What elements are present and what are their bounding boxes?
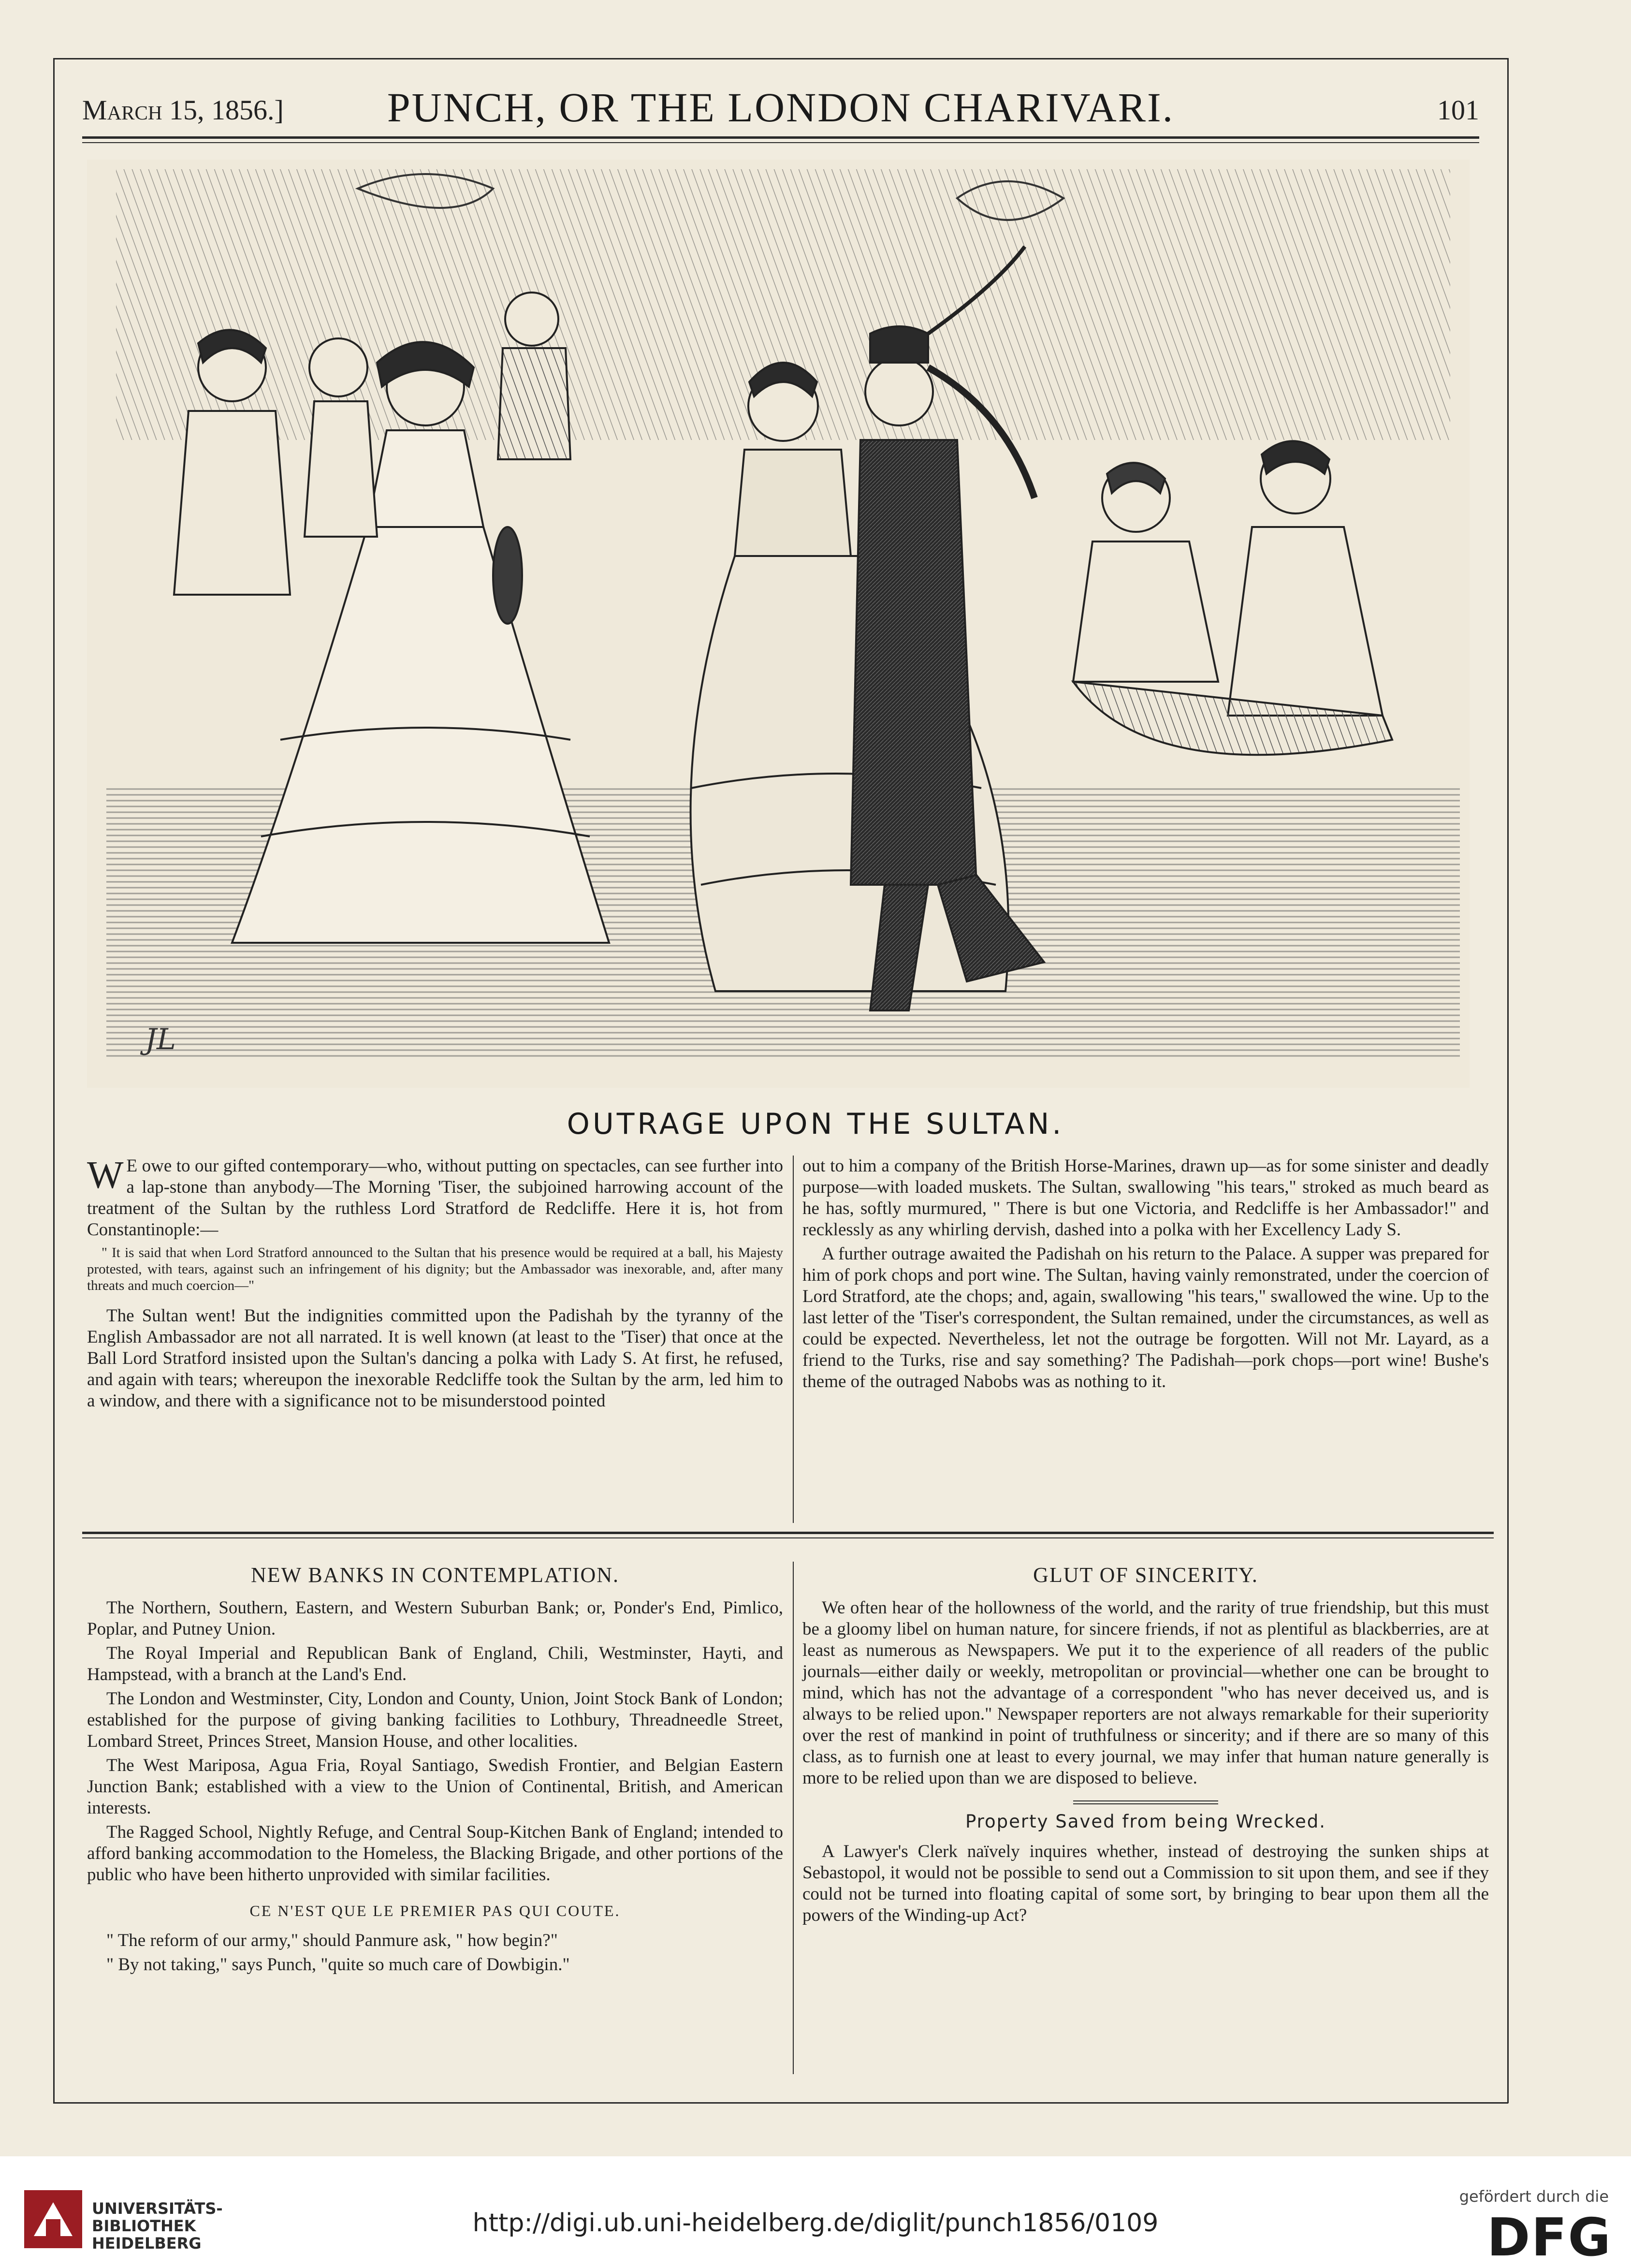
library-name: UNIVERSITÄTS- BIBLIOTHEK HEIDELBERG bbox=[92, 2199, 223, 2253]
sincerity-title: GLUT OF SINCERITY. bbox=[1033, 1563, 1258, 1587]
article-paragraph-1: W E owe to our gifted contemporary—who, without putting on spectacles, can see further into a lap-stone than anybody—The Morning 'Tiser, the subjoined harrowing account of the treatment of the Sultan by the ruthless Lord Stratford de Redcliffe. Here it is, hot from Constantinople:— bbox=[87, 1154, 783, 1240]
bottom-border-rule bbox=[53, 2102, 1508, 2104]
article-paragraph-3: out to him a company of the British Horse-Marines, drawn up—as for some sinister and deadly purpose—with loaded muskets. The Sultan, swallowing "his tears," stroked as much beard as he has, softly murmured, " There is but one Victoria, and Redcliffe is her Ambassador!" and recklessly as any whirling dervish, dashed into a polka with her Excellency Lady S. bbox=[802, 1156, 1489, 1240]
property-text: A Lawyer's Clerk naïvely inquires whether, instead of destroying the sunken ships at Sebastopol, it would not be possible to send out a Commission to sit upon them, and see if they could not be turned into floating capital of some sort, by bringing to bear upon them all the powers of the Winding-up Act? bbox=[802, 1842, 1489, 1925]
motto-line-2: " By not taking," says Punch, "quite so much care of Dowbigin." bbox=[106, 1955, 570, 1975]
article-left-column bbox=[87, 1156, 783, 1415]
banks-paragraph-1: The Northern, Southern, Eastern, and Western Suburban Bank; or, Ponder's End, Pimlico, Poplar, and Putney Union. bbox=[87, 1598, 783, 1639]
article-right-column bbox=[802, 1156, 1489, 1395]
small-divider-2 bbox=[1073, 1803, 1218, 1804]
header-rule-thin bbox=[82, 142, 1479, 143]
banks-paragraph-2: The Royal Imperial and Republican Bank of England, Chili, Westminster, Hayti, and Hampstead, with a branch at the Land's End. bbox=[87, 1643, 783, 1684]
banks-paragraph-4: The West Mariposa, Agua Fria, Royal Santiago, Swedish Frontier, and Belgian Eastern Junction Bank; established with a view to the Union of Continental, British, and American interests. bbox=[87, 1756, 783, 1818]
banks-title: NEW BANKS IN CONTEMPLATION. bbox=[250, 1563, 620, 1587]
banks-column bbox=[87, 1562, 783, 1978]
lower-column-divider bbox=[793, 1562, 794, 2074]
dfg-logo: DFG bbox=[1486, 2208, 1612, 2268]
article-column-divider bbox=[793, 1156, 794, 1523]
article-paragraph-2: The Sultan went! But the indignities committed upon the Padishah by the tyranny of the English Ambassador are not all narrated. It is well known (at least to the 'Tiser) that once at the Ball Lord Stratford insisted upon the Sultan's dancing a polka with Lady S. At first, he refused, and again with tears; whereupon the inexorable Redcliffe took the Sultan by the arm, led him to a window, and there with a significance not to be misunderstood pointed bbox=[87, 1306, 783, 1411]
masthead-title: PUNCH, OR THE LONDON CHARIVARI. bbox=[387, 84, 1175, 131]
top-border-rule bbox=[53, 58, 1508, 59]
page-header bbox=[82, 83, 1479, 136]
section-rule-thick bbox=[82, 1532, 1494, 1534]
cartoon-illustration bbox=[87, 160, 1470, 1088]
digitization-footer bbox=[0, 2156, 1631, 2267]
motto-line-1: " The reform of our army," should Panmure ask, " how begin?" bbox=[106, 1931, 558, 1950]
funded-by-label: gefördert durch die bbox=[1459, 2187, 1609, 2206]
artist-signature: JL bbox=[145, 1023, 176, 1056]
banks-paragraph-5: The Ragged School, Nightly Refuge, and Central Soup-Kitchen Bank of England; intended to afford banking accommodation to the Homeless, the Blacking Brigade, and other portions of the public who have been hitherto unprovided with similar facilities. bbox=[87, 1822, 783, 1885]
left-border-rule bbox=[53, 58, 55, 2103]
header-rule-thick bbox=[82, 136, 1479, 139]
source-url-link[interactable]: http://digi.ub.uni-heidelberg.de/diglit/punch1856/0109 bbox=[472, 2209, 1159, 2238]
drop-cap: W bbox=[87, 1154, 124, 1197]
small-divider bbox=[1073, 1800, 1218, 1801]
motto-title: CE N'EST QUE LE PREMIER PAS QUI COUTE. bbox=[249, 1902, 621, 1919]
article-paragraph-4: A further outrage awaited the Padishah on his return to the Palace. A supper was prepared for him of pork chops and port wine. The Sultan, having vainly remonstrated, under the coercion of Lord Stratford, ate the chops; and, again, swallowing "his tears," swallowed the wine. Up to the last letter of the 'Tiser's correspondent, the Sultan remained, under the circumstances, as well as could be expected. Nevertheless, let not the outrage be forgotten. Will not Mr. Layard, as a friend to the Turks, rise and say something? The Padishah—pork chops—port wine! Bushe's theme of the outraged Nabobs was as nothing to it. bbox=[802, 1244, 1489, 1391]
right-border-rule bbox=[1507, 58, 1509, 2103]
page-number: 101 bbox=[1437, 94, 1479, 126]
sincerity-text: We often hear of the hollowness of the world, and the rarity of true friendship, but this must be a gloomy libel on human nature, for sincere friends, if not as plentiful as blackberries, are at least as numerous as Newspapers. We put it to the experience of all readers of the public journals—either daily or weekly, metropolitan or provincial—whether one can be brought to mind, which has not the advantage of a correspondent "who has never deceived us, and is always to be relied upon." Newspaper reporters are not always remarkable for their superiority over the rest of mankind in point of truthfulness or sincerity; and if there are so many of this class, as to furnish one at least to every journal, we may infer that human nature generally is more to be relied upon than we are disposed to believe. bbox=[802, 1598, 1489, 1788]
article-quote: " It is said that when Lord Stratford announced to the Sultan that his presence would be required at a ball, his Majesty protested, with tears, against such an infringement of his dignity; but the Ambassador was inexorable, and, after many threats and much coercion—" bbox=[87, 1245, 783, 1293]
sincerity-column bbox=[802, 1562, 1489, 1929]
banks-paragraph-3: The London and Westminster, City, London and County, Union, Joint Stock Bank of London; established for the purpose of giving banking facilities to Lothbury, Threadneedle Street, Lombard Street, Princes Street, Mansion House, and other localities. bbox=[87, 1689, 783, 1751]
property-title: Property Saved from being Wrecked. bbox=[965, 1811, 1326, 1832]
cartoon-caption: OUTRAGE UPON THE SULTAN. bbox=[567, 1107, 1064, 1141]
section-rule-thin bbox=[82, 1537, 1494, 1538]
issue-date: March 15, 1856.] bbox=[82, 94, 284, 126]
